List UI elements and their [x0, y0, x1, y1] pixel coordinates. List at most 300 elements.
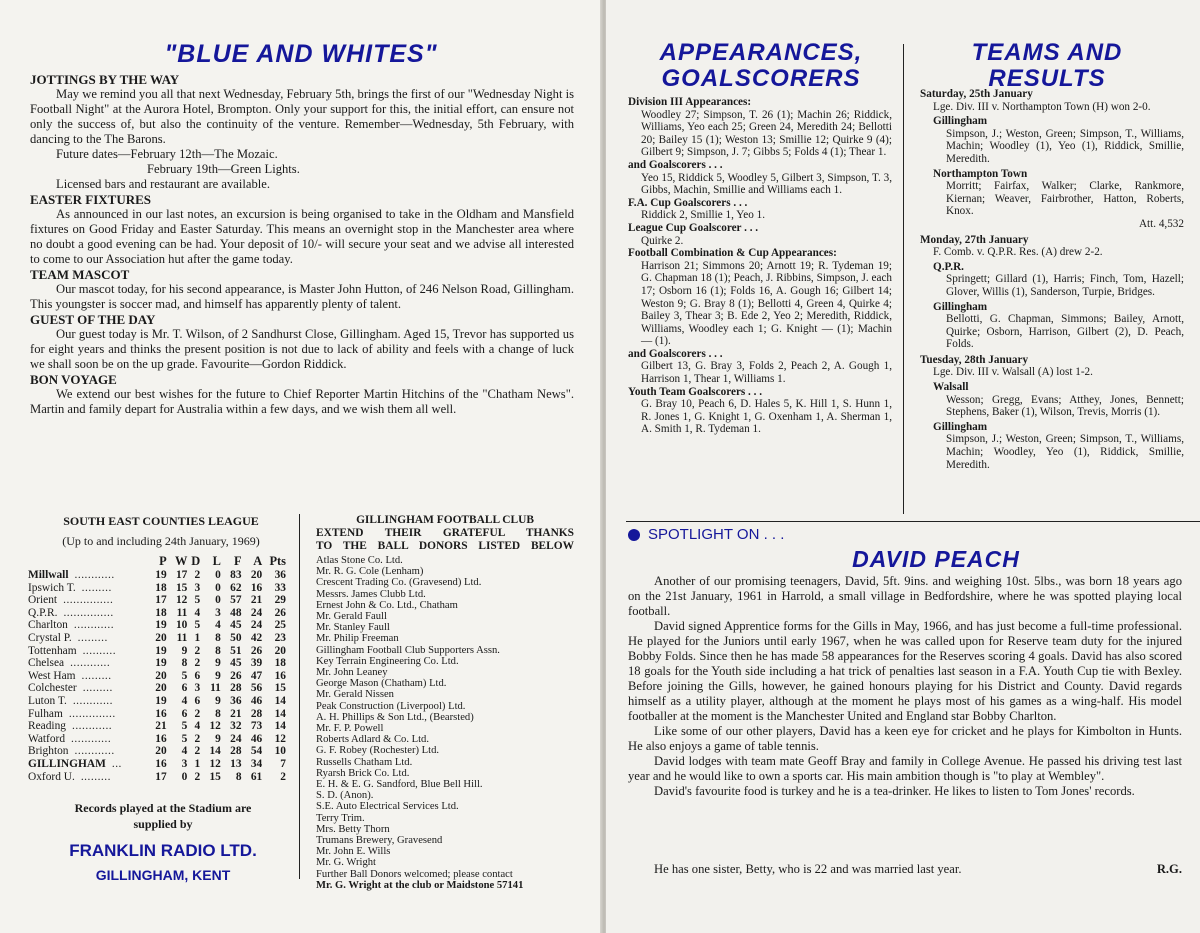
league-cell-w: 15	[175, 581, 188, 594]
appearances-column	[628, 96, 892, 436]
league-cell-w: 6	[181, 682, 188, 695]
donor-entry: Ernest John & Co. Ltd., Chatham	[316, 599, 458, 611]
result-team-name: Gillingham	[933, 420, 988, 433]
donor-entry: Crescent Trading Co. (Gravesend) Ltd.	[316, 577, 482, 589]
donor-list	[316, 555, 574, 880]
league-cell-p: 19	[155, 694, 167, 707]
league-cell-p: 19	[155, 657, 167, 670]
league-cell-pts: 14	[274, 707, 286, 720]
league-cell-f: 21	[230, 707, 242, 720]
spotlight-label: SPOTLIGHT ON . . .	[648, 526, 785, 543]
licensed-bars-line: Licensed bars and restaurant are available.	[56, 177, 270, 191]
donor-entry: Mr. Stanley Faull	[316, 622, 390, 634]
league-cell-w: 0	[181, 770, 188, 783]
league-cell-d: 2	[194, 770, 201, 783]
league-row	[28, 657, 286, 670]
league-team	[28, 657, 146, 670]
league-row	[28, 682, 286, 695]
league-table	[28, 554, 286, 783]
league-dot-leader: .........	[80, 770, 111, 783]
spotlight-paragraph: David signed Apprentice forms for the Gills in May, 1966, and has just become a full-time professional. He played for the Juniors until early 1967, when he was called upon for Reserve team duty for the injured Bobby Folds. Since then he has made 58 appearances for the Reserves scoring 4 goals. David has also scored 18 goals for the Youth side including a hat trick of penalties last season in a F.A. Youth Cup tie with Bexley. Before joining the Gills, however, he gained honours playing for his District and County. David regards himself as a utility player, although at the moment he plays most of his games as a wing-half. His model footballer at the moment is the Manchester United and England star Bobby Charlton.	[628, 619, 1182, 723]
league-cell-pts: 23	[274, 631, 286, 644]
league-team-name: Orient	[28, 594, 58, 607]
league-team	[28, 619, 146, 632]
league-team-name: Fulham	[28, 707, 63, 720]
teams-title	[912, 40, 1182, 92]
blue-and-whites-title: "BLUE AND WHITES"	[164, 40, 438, 68]
league-table-block	[28, 514, 294, 783]
league-row	[28, 745, 286, 758]
easter-heading: EASTER FIXTURES	[30, 192, 152, 207]
league-cell-a: 54	[250, 745, 263, 758]
result-team-players: Simpson, J.; Weston, Green; Simpson, T., Williams, Machin; Woodley, Yeo (1), Riddick, Smillie, Meredith.	[946, 433, 1184, 471]
donor-entry: George Mason (Chatham) Ltd.	[316, 678, 447, 690]
league-cell-pts: 15	[274, 682, 286, 695]
result-team-players: Bellotti, G. Chapman, Simmons; Bailey, Arnott, Quirke; Osborn, Harrison, Gilbert (2), D. Peach, Folds.	[946, 313, 1184, 351]
youth-text: G. Bray 10, Peach 6, D. Hales 5, K. Hill 1, S. Hunn 1, R. Jones 1, G. Knight 1, G. Oxenham 1, A. Sherman 1, A. Smith 1, R. Tydeman 1.	[641, 398, 892, 436]
league-heading: SOUTH EAST COUNTIES LEAGUE	[63, 514, 259, 528]
league-cell-f: 45	[230, 657, 242, 670]
donor-entry: A. H. Phillips & Son Ltd., (Bearsted)	[316, 711, 474, 723]
spotlight-last-paragraph: He has one sister, Betty, who is 22 and was married last year.	[654, 862, 962, 876]
donors-heading-3: TO THE BALL DONORS LISTED BELOW	[316, 540, 574, 552]
league-cell-pts: 36	[274, 569, 286, 581]
result-team-players: Simpson, J.; Weston, Green; Simpson, T., Williams, Machin; Woodley (1), Yeo (1), Riddick, Smillie, Meredith.	[946, 127, 1184, 165]
combination-goals-text: Gilbert 13, G. Bray 3, Folds 2, Peach 2, A. Gough 1, Harrison 1, Thear 1, Williams 1.	[641, 360, 892, 386]
league-cell-a: 47	[250, 669, 263, 682]
result-team-name: Walsall	[933, 381, 969, 394]
donor-entry: Peak Construction (Liverpool) Ltd.	[316, 700, 466, 712]
league-team-name: Reading	[28, 720, 66, 733]
donor-entry: Atlas Stone Co. Ltd.	[316, 555, 403, 566]
league-team-header	[28, 554, 146, 569]
div3-heading: Division III Appearances:	[628, 96, 752, 108]
league-header-row	[28, 554, 286, 569]
goals-heading: and Goalscorers . . .	[628, 158, 723, 171]
league-row	[28, 569, 286, 582]
league-cell-pts: 29	[274, 594, 286, 607]
league-team	[28, 594, 146, 607]
league-team-name: Brighton	[28, 745, 69, 758]
spotlight-article	[628, 574, 1182, 799]
league-row	[28, 771, 286, 784]
voyage-paragraph: We extend our best wishes for the future to Chief Reporter Martin Hitchins of the "Chatham News". Martin and family depart for Australia within a few days, and we wish them all well.	[30, 387, 574, 416]
donors-heading-2: EXTEND THEIR GRATEFUL THANKS	[316, 527, 574, 539]
league-cell-p: 19	[155, 644, 167, 657]
league-team-name: Q.P.R.	[28, 606, 58, 619]
result-team-name: Q.P.R.	[933, 260, 964, 273]
league-cell-w: 10	[175, 619, 188, 632]
youth-heading: Youth Team Goalscorers . . .	[628, 385, 763, 398]
league-dot-leader: .........	[81, 669, 112, 682]
league-cell-a: 34	[250, 757, 263, 770]
league-cell-d: 1	[194, 757, 201, 770]
spotlight-name: DAVID PEACH	[852, 546, 1020, 572]
league-cell-pts: 2	[280, 770, 286, 783]
ball-donors-block	[316, 514, 574, 891]
div3-text: Woodley 27; Simpson, T. 26 (1); Machin 26; Riddick, Williams, Yeo each 25; Green 24, Meredith 24; Bellotti 20; Bailey 15 (1); Weston 13; Smillie 12; Quirke 9 (4); Gilbert 9; Simpson, J. 7; Gibbs 5; Folds 4 (1); Thear 1.	[641, 108, 892, 159]
league-cell-a: 20	[250, 569, 263, 581]
league-cell-l: 8	[215, 707, 221, 720]
league-cell-p: 20	[155, 669, 167, 682]
donor-entry: G. F. Robey (Rochester) Ltd.	[316, 745, 440, 757]
league-col-header: F	[233, 554, 242, 568]
league-cell-d: 4	[194, 606, 201, 619]
league-cell-f: 13	[230, 757, 242, 770]
combination-goals-heading: and Goalscorers . . .	[628, 347, 723, 360]
spotlight-paragraph: David lodges with team mate Geoff Bray and family in College Avenue. He passed his driving test last year and he would like to own a sports car. His main ambition though is "to play at Wembley".	[628, 754, 1182, 783]
league-cell-pts: 33	[274, 581, 286, 594]
franklin-radio-place: GILLINGHAM, KENT	[95, 867, 231, 883]
donor-entry: Terry Trim.	[316, 812, 365, 824]
donor-entry: Mr. F. P. Powell	[316, 723, 384, 735]
future-dates-line-2: February 19th—Green Lights.	[147, 162, 300, 176]
league-cell-p: 18	[155, 581, 167, 594]
league-team-name: Tottenham	[28, 644, 77, 657]
league-cell-d: 2	[194, 644, 201, 657]
spotlight-final-row	[628, 862, 1182, 877]
donor-entry: Messrs. James Clubb Ltd.	[316, 588, 426, 600]
league-team-name: Millwall	[28, 569, 69, 581]
league-row	[28, 607, 286, 620]
league-row	[28, 708, 286, 721]
league-team-name: Charlton	[28, 619, 68, 632]
league-cell-d: 4	[194, 720, 201, 733]
league-col-header: P	[159, 554, 167, 568]
league-cell-pts: 20	[274, 644, 286, 657]
league-dot-leader: .........	[81, 581, 112, 594]
league-cell-l: 11	[210, 682, 221, 695]
league-cell-w: 3	[181, 757, 188, 770]
league-cell-p: 16	[155, 707, 167, 720]
league-cell-d: 2	[194, 569, 201, 581]
league-cell-pts: 7	[280, 757, 286, 770]
league-row	[28, 720, 286, 733]
future-dates-line: Future dates—February 12th—The Mozaic.	[56, 147, 278, 161]
appearances-title	[626, 40, 896, 92]
donor-entry: Ryarsh Brick Co. Ltd.	[316, 767, 410, 779]
league-cell-l: 8	[215, 644, 221, 657]
column-divider	[299, 514, 300, 879]
league-row	[28, 758, 286, 771]
result-team-players: Wesson; Gregg, Evans; Atthey, Jones, Bennett; Stephens, Baker (1), Wilson, Trevis, Morris (1).	[946, 393, 1184, 419]
league-team-name: Luton T.	[28, 694, 67, 707]
spotlight-rule	[626, 521, 1200, 522]
signoff: R.G.	[1156, 862, 1182, 876]
donor-entry: Key Terrain Engineering Co. Ltd.	[316, 655, 459, 667]
league-cell-d: 6	[194, 669, 201, 682]
league-cell-a: 56	[250, 682, 263, 695]
league-col-header: D	[191, 554, 201, 568]
league-cell-l: 0	[215, 594, 221, 607]
lcup-heading: League Cup Goalscorer . . .	[628, 221, 759, 234]
result-date: Monday, 27th January	[920, 233, 1029, 246]
league-col-header: L	[212, 554, 221, 568]
result-date: Tuesday, 28th January	[920, 353, 1029, 366]
league-cell-f: 36	[230, 694, 242, 707]
league-cell-d: 2	[194, 732, 201, 745]
donors-heading-1: GILLINGHAM FOOTBALL CLUB	[356, 514, 534, 526]
league-team	[28, 607, 146, 620]
league-dot-leader: ............	[74, 745, 115, 758]
teams-title-line-2: RESULTS	[988, 65, 1106, 92]
league-cell-l: 9	[215, 657, 221, 670]
spotlight-paragraph: Like some of our other players, David has a keen eye for cricket and he plays for Kimbolton in Hunts. He also enjoys a game of table tennis.	[628, 724, 1182, 753]
league-team-name: Oxford U.	[28, 770, 75, 783]
league-cell-l: 0	[215, 581, 221, 594]
league-cell-w: 17	[175, 569, 188, 581]
records-line-1: Records played at the Stadium are	[74, 801, 252, 815]
league-cell-l: 4	[215, 619, 221, 632]
goals-text: Yeo 15, Riddick 5, Woodley 5, Gilbert 3, Simpson, T. 3, Gibbs, Machin, Smillie and Williams each 1.	[641, 171, 892, 197]
mascot-paragraph: Our mascot today, for his second appearance, is Master John Hutton, of 246 Nelson Road, Gillingham. This youngster is soccer mad, and himself has apparently plenty of talent.	[30, 282, 574, 311]
league-cell-f: 26	[230, 669, 242, 682]
league-dot-leader: ............	[70, 657, 111, 670]
league-cell-w: 8	[181, 657, 188, 670]
league-dot-leader: ............	[73, 619, 115, 632]
league-cell-pts: 16	[274, 669, 286, 682]
league-team-name: Crystal P.	[28, 631, 72, 644]
league-cell-f: 24	[230, 732, 242, 745]
league-cell-f: 57	[230, 594, 242, 607]
league-cell-f: 50	[230, 631, 242, 644]
appearances-title-line-2: GOALSCORERS	[661, 65, 861, 92]
league-cell-a: 24	[250, 606, 263, 619]
donor-entry: Mrs. Betty Thorn	[316, 823, 390, 835]
league-row	[28, 670, 286, 683]
league-cell-p: 21	[155, 720, 167, 733]
league-cell-w: 6	[181, 707, 188, 720]
league-cell-w: 4	[181, 745, 188, 758]
league-col-header: A	[253, 554, 263, 568]
league-cell-l: 9	[215, 694, 221, 707]
league-cell-p: 19	[155, 619, 167, 632]
voyage-heading: BON VOYAGE	[30, 372, 117, 387]
guest-paragraph: Our guest today is Mr. T. Wilson, of 2 Sandhurst Close, Gillingham. Aged 15, Trevor has supported us for eight years and thinks the present position is not due to lack of ability and feels with a change of luck we shall soon be on the up grade. Favourite—Gordon Riddick.	[30, 327, 574, 371]
league-cell-f: 62	[230, 581, 242, 594]
league-cell-d: 3	[194, 581, 201, 594]
donor-entry: Mr. Philip Freeman	[316, 633, 399, 645]
result-team-name: Gillingham	[933, 300, 988, 313]
league-subheading: (Up to and including 24th January, 1969)	[62, 534, 260, 548]
league-cell-w: 5	[181, 669, 188, 682]
league-cell-d: 5	[194, 594, 201, 607]
league-dot-leader: ...............	[63, 594, 114, 607]
league-team	[28, 771, 146, 784]
spotlight-label-row	[628, 526, 928, 543]
league-cell-f: 28	[230, 682, 242, 695]
league-cell-d: 1	[194, 631, 201, 644]
league-cell-pts: 14	[274, 694, 286, 707]
records-block	[28, 800, 298, 884]
league-cell-l: 14	[209, 745, 221, 758]
result-match: Lge. Div. III v. Walsall (A) lost 1-2.	[933, 366, 1093, 379]
league-team	[28, 569, 146, 582]
notes-column	[30, 72, 574, 417]
donor-entry: Gillingham Football Club Supporters Assn.	[316, 644, 500, 656]
result-date: Saturday, 25th January	[920, 88, 1033, 100]
facup-text: Riddick 2, Smillie 1, Yeo 1.	[641, 209, 766, 222]
league-team-name: West Ham	[28, 669, 76, 682]
league-cell-p: 20	[155, 631, 167, 644]
league-cell-p: 20	[155, 682, 167, 695]
result-team-players: Springett; Gillard (1), Harris; Finch, Tom, Hazell; Glover, Willis (1), Sanderson, Turpie, Bridges.	[946, 273, 1184, 298]
league-col-header: Pts	[269, 554, 286, 568]
league-team	[28, 745, 146, 758]
league-row	[28, 582, 286, 595]
league-team	[28, 720, 146, 733]
league-team	[28, 708, 146, 721]
league-cell-l: 9	[215, 732, 221, 745]
league-dot-leader: .........	[82, 682, 113, 695]
league-cell-l: 9	[215, 669, 221, 682]
right-page	[606, 0, 1200, 933]
league-team	[28, 632, 146, 645]
league-cell-pts: 18	[274, 657, 286, 670]
league-cell-a: 73	[250, 720, 263, 733]
league-cell-f: 51	[230, 644, 242, 657]
league-cell-pts: 25	[274, 619, 286, 632]
league-cell-w: 5	[181, 732, 188, 745]
league-cell-p: 20	[155, 745, 167, 758]
donor-entry: E. H. & E. G. Sandford, Blue Bell Hill.	[316, 779, 483, 791]
league-row	[28, 695, 286, 708]
league-cell-f: 83	[230, 569, 242, 581]
league-row	[28, 632, 286, 645]
league-dot-leader: ...	[111, 757, 122, 770]
league-cell-w: 4	[181, 694, 188, 707]
league-cell-l: 8	[215, 631, 221, 644]
combination-heading: Football Combination & Cup Appearances:	[628, 247, 837, 260]
result-match: Lge. Div. III v. Northampton Town (H) won 2-0.	[933, 100, 1151, 113]
donor-entry: Mr. Gerald Faull	[316, 611, 387, 623]
league-dot-leader: ............	[72, 694, 113, 707]
league-cell-d: 2	[194, 745, 201, 758]
right-column-divider	[903, 44, 904, 514]
league-team-name: Watford	[28, 732, 66, 745]
league-cell-l: 3	[215, 606, 221, 619]
jottings-paragraph: May we remind you all that next Wednesday, February 5th, brings the first of our "Wednesday Night is Football Night" at the Aurora Hotel, Brompton. Only your support for this, the initial effort, can ensure not only the success of, but also the continuity of the venture. Remember—Wednesday, 5th February, with dancing to the The Barons.	[30, 87, 574, 146]
league-cell-a: 24	[250, 619, 263, 632]
donor-entry: Mr. R. G. Cole (Lenham)	[316, 566, 424, 578]
league-cell-w: 11	[176, 631, 188, 644]
lcup-text: Quirke 2.	[641, 234, 684, 247]
league-cell-a: 46	[250, 732, 263, 745]
league-cell-a: 46	[250, 694, 263, 707]
league-cell-p: 16	[155, 757, 167, 770]
spotlight-paragraph: Another of our promising teenagers, David, 5ft. 9ins. and weighing 10st. 5lbs., was born 18 years ago on the 21st January, 1961 in Harrold, a small village in Bedfordshire, where he was spotted playing local football.	[628, 574, 1182, 618]
league-dot-leader: .........	[77, 631, 108, 644]
appearances-title-line-1: APPEARANCES,	[659, 39, 863, 66]
league-cell-f: 32	[230, 720, 242, 733]
donor-entry: S. D. (Anon).	[316, 790, 374, 802]
teams-title-line-1: TEAMS AND	[971, 39, 1123, 66]
league-cell-f: 48	[230, 606, 242, 619]
donor-entry: Roberts Adlard & Co. Ltd.	[316, 734, 429, 746]
league-cell-d: 5	[194, 619, 201, 632]
donor-entry: Mr. Gerald Nissen	[316, 689, 394, 701]
league-cell-p: 17	[155, 594, 167, 607]
result-team-players: Morritt; Fairfax, Walker; Clarke, Rankmore, Kiernan; Weaver, Fairbrother, Hatton, Roberts, Knox.	[946, 180, 1184, 218]
league-dot-leader: ............	[71, 720, 113, 733]
facup-heading: F.A. Cup Goalscorers . . .	[628, 196, 748, 209]
league-team	[28, 645, 146, 658]
league-cell-pts: 12	[274, 732, 286, 745]
donor-entry: Mr. John E. Wills	[316, 846, 391, 858]
league-cell-f: 8	[235, 770, 242, 783]
league-team	[28, 733, 146, 746]
donor-entry: Further Ball Donors welcomed; please contact	[316, 868, 513, 880]
spotlight-paragraph: David's favourite food is turkey and he is a tea-drinker. He likes to listen to Tom Jones' records.	[654, 784, 1135, 798]
league-team	[28, 582, 146, 595]
league-col-header: W	[174, 554, 188, 568]
league-cell-l: 12	[209, 720, 221, 733]
league-cell-l: 15	[209, 770, 221, 783]
league-cell-p: 16	[155, 732, 167, 745]
league-dot-leader: ..........	[82, 644, 117, 657]
league-dot-leader: ..............	[68, 707, 116, 720]
franklin-radio-name: FRANKLIN RADIO LTD.	[69, 841, 257, 860]
league-cell-d: 2	[194, 657, 201, 670]
league-cell-a: 39	[250, 657, 263, 670]
league-cell-w: 12	[175, 594, 188, 607]
league-cell-pts: 26	[274, 606, 286, 619]
league-team	[28, 758, 146, 771]
league-team	[28, 695, 146, 708]
result-team-name: Gillingham	[933, 115, 988, 128]
league-cell-p: 18	[155, 606, 167, 619]
league-dot-leader: ............	[71, 732, 112, 745]
league-cell-p: 17	[155, 770, 167, 783]
results-column	[920, 88, 1184, 471]
result-team-name: Northampton Town	[933, 167, 1028, 180]
league-cell-a: 26	[250, 644, 263, 657]
records-line-2: supplied by	[133, 817, 193, 831]
mascot-heading: TEAM MASCOT	[30, 267, 130, 282]
league-row	[28, 733, 286, 746]
combination-text: Harrison 21; Simmons 20; Arnott 19; R. Tydeman 19; G. Chapman 18 (1); Peach, J. Ribbins, Simpson, J. each 17; Osborn 16 (1); Folds 16, A. Gough 16; Gilbert 14; Weston 9; G. Bray 8 (1); Bellotti 4, Green 4, Quirke 4; Bailey 3, Thear 3; B. Ede 2, Yeo 2; Meredith, Riddick, Williams, Woodley each 1; G. Knight — (1); Machin — (1).	[641, 259, 892, 348]
donor-entry: Mr. John Leaney	[316, 667, 388, 679]
league-cell-a: 42	[250, 631, 263, 644]
donor-entry: Russells Chatham Ltd.	[316, 756, 413, 768]
league-cell-a: 28	[250, 707, 263, 720]
league-cell-w: 9	[181, 644, 188, 657]
bullet-icon	[628, 529, 640, 541]
league-team	[28, 682, 146, 695]
donor-entry: Mr. G. Wright	[316, 857, 376, 869]
league-cell-f: 45	[230, 619, 242, 632]
league-cell-l: 12	[209, 757, 221, 770]
league-dot-leader: ............	[74, 569, 115, 581]
league-team	[28, 670, 146, 683]
league-cell-a: 16	[250, 581, 263, 594]
result-match: F. Comb. v. Q.P.R. Res. (A) drew 2-2.	[933, 246, 1103, 259]
league-dot-leader: ...............	[63, 606, 114, 619]
league-cell-l: 0	[215, 569, 221, 581]
league-cell-pts: 10	[274, 745, 286, 758]
league-row	[28, 619, 286, 632]
donor-entry: S.E. Auto Electrical Services Ltd.	[316, 801, 459, 813]
league-team-name: Colchester	[28, 682, 77, 695]
league-row	[28, 594, 286, 607]
league-team-name: Chelsea	[28, 657, 65, 670]
easter-paragraph: As announced in our last notes, an excursion is being organised to take in the Oldham and Mansfield fixtures on Good Friday and Easter Saturday. This means an overnight stop in the Manchester area where no doubt a good evening can be had. Your deposit of 10/- will secure your seat and we advise all interested to come to our Association hut after the game today.	[30, 207, 574, 266]
league-cell-w: 11	[176, 606, 188, 619]
league-cell-d: 2	[194, 707, 201, 720]
donors-contact: Mr. G. Wright at the club or Maidstone 57141	[316, 879, 524, 891]
league-cell-p: 19	[155, 569, 167, 581]
league-team-name: GILLINGHAM	[28, 757, 106, 770]
